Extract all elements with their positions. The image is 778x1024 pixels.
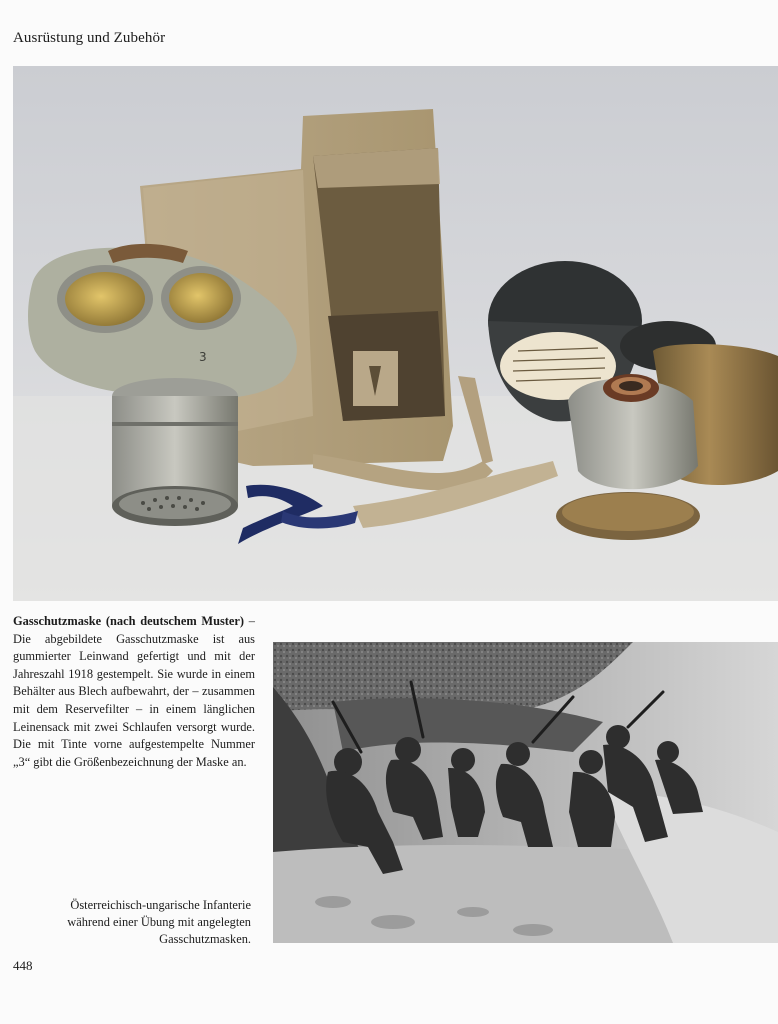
infantry-caption-line: Österreichisch-ungarische Infanterie bbox=[70, 898, 251, 912]
page-number: 448 bbox=[13, 958, 33, 973]
infantry-photo bbox=[273, 642, 778, 943]
infantry-caption bbox=[13, 897, 251, 948]
infantry-caption-line: während einer Übung mit angelegten bbox=[67, 915, 251, 929]
caption-body: – Die abgebildete Gasschutzmaske ist aus gummierter Leinwand gefertigt und mit der Jahreszahl 1918 gestempelt. Sie wurde in einem Behälter aus Blech aufbewahrt, der – zusammen mit dem Reservefilter – in einem länglichen Leinensack mit zwei Schlaufen versorgt wurde. Die mit Tinte vorne aufgestempelte Nummer „3“ gibt die Größenbezeichnung der Maske an. bbox=[13, 614, 255, 769]
caption-lead: Gasschutzmaske (nach deutschem Muster) bbox=[13, 614, 245, 628]
svg-text:3: 3 bbox=[199, 350, 207, 364]
gas-mask-photo bbox=[13, 66, 778, 601]
gas-mask-caption bbox=[13, 613, 255, 771]
running-head: Ausrüstung und Zubehör bbox=[13, 30, 166, 46]
infantry-caption-line: Gasschutzmasken. bbox=[159, 932, 251, 946]
